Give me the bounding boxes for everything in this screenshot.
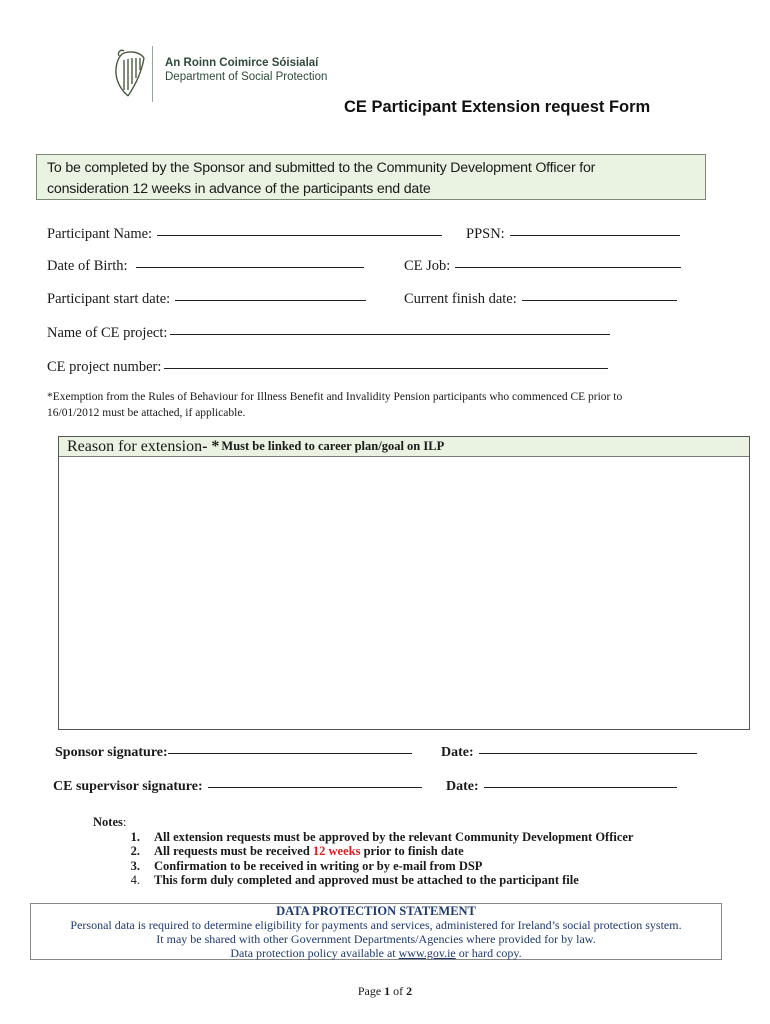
project-name-input[interactable]	[170, 333, 610, 335]
data-protection-line-3	[31, 946, 721, 960]
ce-job-field	[404, 258, 681, 275]
ppsn-field	[466, 226, 680, 243]
project-name-label: Name of CE project:	[47, 325, 168, 341]
participant-name-input[interactable]	[157, 234, 442, 236]
dept-name-irish: An Roinn Coimirce Sóisialaí	[165, 57, 319, 69]
note-highlight: 12 weeks	[312, 844, 361, 859]
date-of-birth-input[interactable]	[136, 266, 364, 268]
data-protection-title: DATA PROTECTION STATEMENT	[276, 904, 476, 918]
form-title: CE Participant Extension request Form	[344, 98, 651, 116]
supervisor-date-field	[446, 779, 677, 795]
data-protection-box	[30, 903, 722, 960]
start-date-label: Participant start date:	[47, 291, 171, 307]
sponsor-signature-field	[55, 745, 412, 761]
reason-header	[59, 437, 749, 457]
finish-date-label: Current finish date:	[404, 291, 517, 307]
page-total: 2	[406, 984, 413, 998]
note-text: Confirmation to be received in writing or by e-mail from DSP	[154, 858, 483, 873]
page-word: Page	[357, 984, 382, 998]
logo-divider	[152, 46, 153, 102]
participant-name-field	[47, 226, 442, 243]
reason-textarea[interactable]	[59, 457, 749, 729]
note-text-post: prior to finish date	[360, 844, 464, 859]
data-protection-line-1: Personal data is required to determine eligibility for payments and services, administered for Ireland’s social protection system.	[70, 918, 682, 932]
note-number: 4.	[130, 872, 140, 887]
note-number: 2.	[130, 844, 140, 859]
note-text	[154, 844, 464, 858]
instruction-line-2: consideration 12 weeks in advance of the participants end date	[47, 181, 431, 197]
note-number: 1.	[130, 830, 140, 844]
sponsor-signature-label: Sponsor signature:	[55, 745, 168, 760]
note-item	[110, 844, 633, 858]
data-protection-line-2: It may be shared with other Government Departments/Agencies where provided for by law.	[156, 932, 596, 946]
project-number-input[interactable]	[164, 367, 608, 369]
sponsor-date-input[interactable]	[479, 752, 697, 754]
project-name-field	[47, 325, 610, 342]
supervisor-date-input[interactable]	[484, 786, 677, 788]
note-text: This form duly completed and approved must be attached to the participant file	[154, 872, 579, 887]
participant-name-label: Participant Name:	[47, 226, 153, 242]
instruction-line-1: To be completed by the Sponsor and submitted to the Community Development Officer for	[47, 160, 596, 176]
ce-job-label: CE Job:	[404, 258, 451, 274]
notes-label-text: Notes	[93, 815, 123, 829]
note-item	[110, 830, 633, 844]
project-number-label: CE project number:	[47, 359, 162, 375]
gov-ie-link[interactable]: www.gov.ie	[398, 946, 456, 960]
notes-label-colon: :	[122, 815, 127, 829]
note-text: All extension requests must be approved by the relevant Community Development Officer	[154, 830, 634, 844]
start-date-field	[47, 291, 366, 308]
notes-list	[110, 830, 633, 887]
page-current: 1	[384, 984, 391, 998]
harp-logo-icon	[108, 46, 158, 102]
note-number: 3.	[130, 858, 140, 873]
exemption-note	[47, 389, 707, 421]
date-of-birth-field	[47, 258, 364, 275]
data-protection-line-3-post: or hard copy.	[455, 946, 522, 960]
finish-date-field	[404, 291, 677, 308]
data-protection-line-3-pre: Data protection policy available at	[230, 946, 399, 960]
note-text-pre: All requests must be received	[154, 844, 313, 859]
ce-job-input[interactable]	[455, 266, 681, 268]
project-number-field	[47, 359, 608, 376]
note-item	[110, 873, 633, 887]
reason-note: Must be linked to career plan/goal on ILP	[221, 439, 445, 453]
supervisor-date-label: Date:	[446, 779, 479, 794]
note-item	[110, 859, 633, 873]
sponsor-date-field	[441, 745, 697, 761]
reason-label: Reason for extension	[67, 437, 203, 455]
reason-dash: - *	[202, 437, 220, 455]
notes-label	[93, 815, 126, 830]
instruction-box	[36, 154, 706, 200]
sponsor-signature-input[interactable]	[168, 752, 412, 754]
page-of-word: of	[393, 984, 404, 998]
supervisor-signature-input[interactable]	[208, 786, 422, 788]
supervisor-signature-label: CE supervisor signature:	[53, 779, 203, 794]
sponsor-date-label: Date:	[441, 745, 474, 760]
finish-date-input[interactable]	[522, 299, 677, 301]
dept-name-english: Department of Social Protection	[165, 71, 328, 83]
date-of-birth-label: Date of Birth:	[47, 258, 128, 274]
page-number	[0, 984, 770, 999]
exemption-line-1: *Exemption from the Rules of Behaviour for Illness Benefit and Invalidity Pension participants who commenced CE prior to	[47, 391, 623, 403]
reason-box	[58, 436, 750, 730]
supervisor-signature-field	[53, 779, 422, 795]
exemption-line-2: 16/01/2012 must be attached, if applicable.	[47, 407, 246, 419]
ppsn-input[interactable]	[510, 234, 680, 236]
ppsn-label: PPSN:	[466, 226, 505, 242]
start-date-input[interactable]	[175, 299, 366, 301]
